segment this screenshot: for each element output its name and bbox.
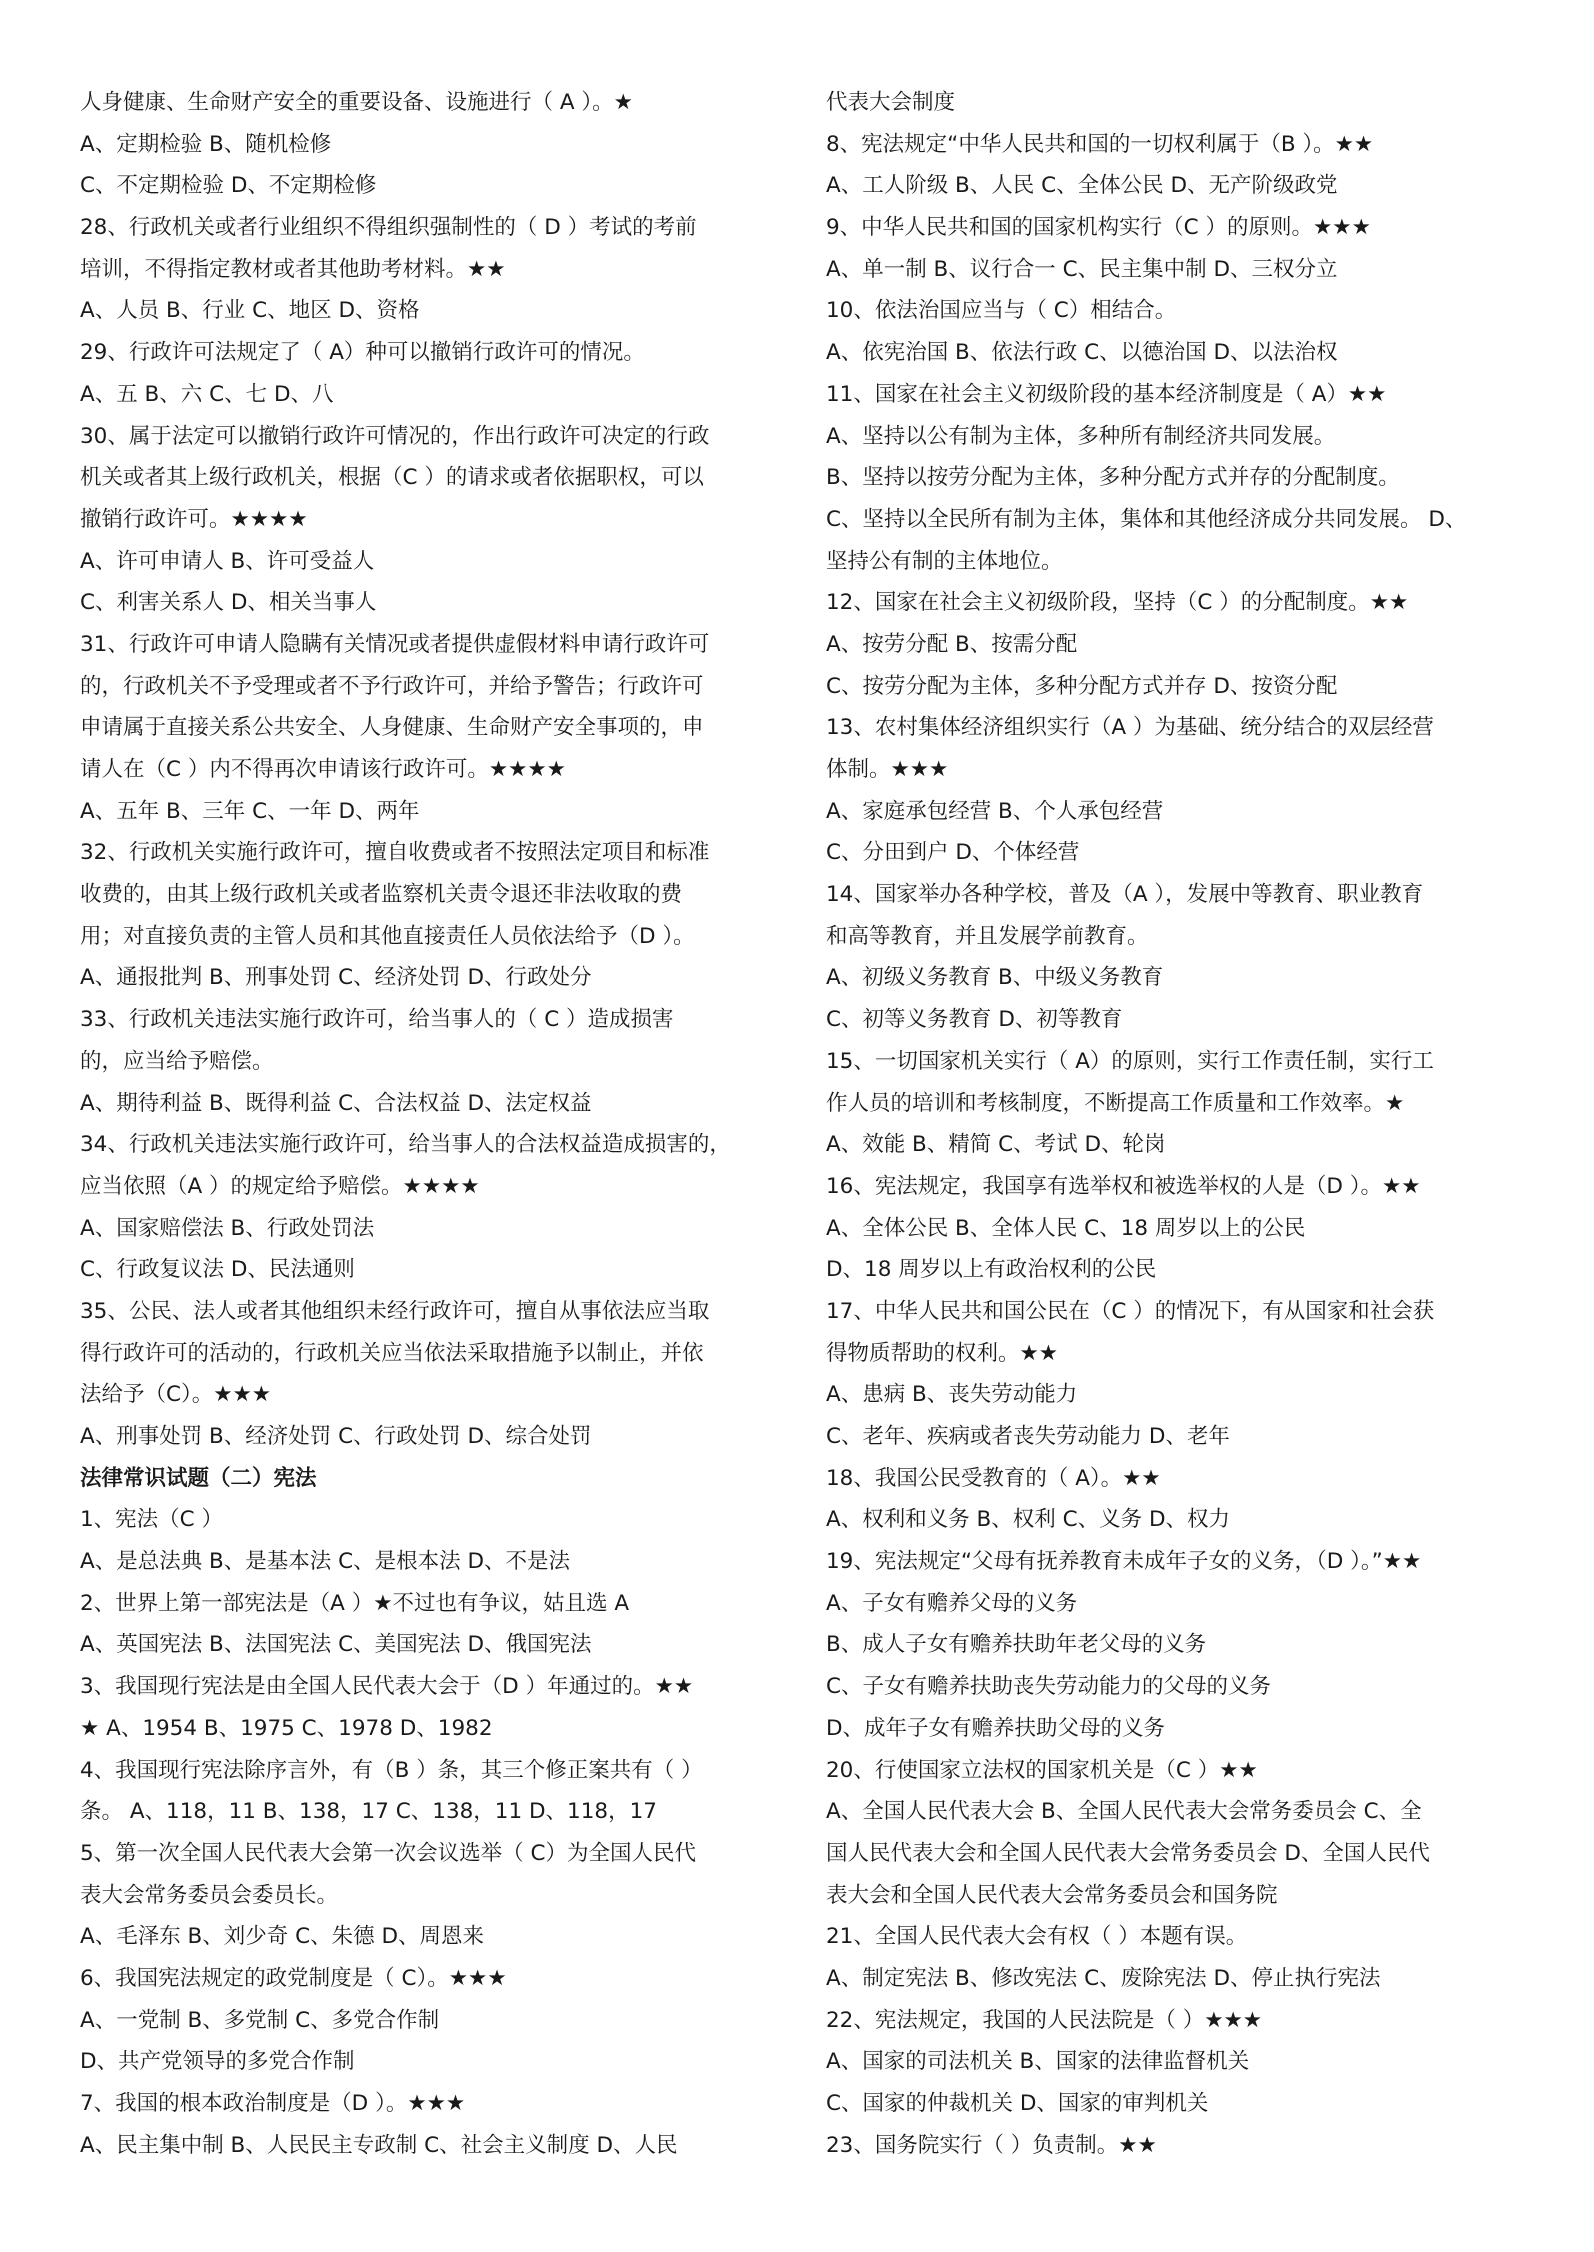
text-line: 28、行政机关或者行业组织不得组织强制性的（ D ）考试的考前 (80, 215, 697, 241)
text-line: 9、中华人民共和国的国家机构实行（C ）的原则。★★★ (826, 215, 1371, 241)
text-line: 国人民代表大会和全国人民代表大会常务委员会 D、全国人民代 (826, 1840, 1430, 1866)
text-line: 应当依照（A ）的规定给予赔偿。★★★★ (80, 1173, 480, 1199)
text-line: A、毛泽东 B、刘少奇 C、朱德 D、周恩来 (80, 1924, 485, 1950)
text-line: A、依宪治国 B、依法行政 C、以德治国 D、以法治权 (826, 340, 1338, 366)
text-line: A、全国人民代表大会 B、全国人民代表大会常务委员会 C、全 (826, 1799, 1422, 1825)
text-line: A、初级义务教育 B、中级义务教育 (826, 965, 1164, 991)
text-line: C、老年、疾病或者丧失劳动能力 D、老年 (826, 1424, 1230, 1449)
text-line: 4、我国现行宪法除序言外，有（B ）条，其三个修正案共有（ ） (80, 1757, 703, 1783)
text-line: A、定期检验 B、随机检修 (80, 131, 332, 157)
text-line: A、按劳分配 B、按需分配 (826, 631, 1078, 657)
text-line: A、工人阶级 B、人民 C、全体公民 D、无产阶级政党 (826, 173, 1338, 199)
text-line: 表大会常务委员会委员长。 (80, 1882, 339, 1908)
text-line: 7、我国的根本政治制度是（D ）。★★★ (80, 2091, 466, 2116)
text-line: 和高等教育，并且发展学前教育。 (826, 923, 1149, 949)
text-line: B、成人子女有赡养扶助年老父母的义务 (826, 1632, 1207, 1658)
text-line: C、坚持以全民所有制为主体，集体和其他经济成分共同发展。 D、 (826, 506, 1467, 532)
text-line: 得行政许可的活动的，行政机关应当依法采取措施予以制止，并依 (80, 1340, 704, 1366)
text-line: A、制定宪法 B、修改宪法 C、废除宪法 D、停止执行宪法 (826, 1965, 1381, 1991)
text-line: 23、国务院实行（ ）负责制。★★ (826, 2132, 1157, 2158)
text-line: A、是总法典 B、是基本法 C、是根本法 D、不是法 (80, 1549, 571, 1575)
text-line: 34、行政机关违法实施行政许可，给当事人的合法权益造成损害的， (80, 1132, 731, 1158)
text-line: 法给予（C）。★★★ (80, 1382, 272, 1408)
text-line: A、刑事处罚 B、经济处罚 C、行政处罚 D、综合处罚 (80, 1424, 592, 1449)
text-line: 条。 A、118，11 B、138，17 C、138，11 D、118，17 (80, 1799, 657, 1825)
text-line: 17、中华人民共和国公民在（C ）的情况下，有从国家和社会获 (826, 1298, 1435, 1324)
text-line: 30、属于法定可以撤销行政许可情况的，作出行政许可决定的行政 (80, 423, 710, 449)
text-line: 收费的，由其上级行政机关或者监察机关责令退还非法收取的费 (80, 882, 683, 908)
left-column (80, 82, 780, 2166)
text-line: 得物质帮助的权利。★★ (826, 1340, 1059, 1366)
text-line: 作人员的培训和考核制度，不断提高工作质量和工作效率。★ (826, 1090, 1405, 1116)
text-line: A、民主集中制 B、人民民主专政制 C、社会主义制度 D、人民 (80, 2132, 678, 2158)
text-line: 1、宪法（C ） (80, 1507, 224, 1533)
text-line: D、共产党领导的多党合作制 (80, 2049, 355, 2075)
text-line: D、18 周岁以上有政治权利的公民 (826, 1257, 1157, 1283)
text-line: A、坚持以公有制为主体，多种所有制经济共同发展。 (826, 423, 1336, 449)
text-line: A、期待利益 B、既得利益 C、合法权益 D、法定权益 (80, 1090, 592, 1116)
text-line: C、利害关系人 D、相关当事人 (80, 590, 377, 616)
text-line: 人身健康、生命财产安全的重要设备、设施进行（ A ）。★ (80, 90, 633, 115)
text-line: 2、世界上第一部宪法是（A ）★不过也有争议，姑且选 A (80, 1590, 630, 1616)
text-line: A、一党制 B、多党制 C、多党合作制 (80, 2007, 440, 2033)
text-line: C、不定期检验 D、不定期检修 (80, 173, 377, 199)
text-line: C、国家的仲裁机关 D、国家的审判机关 (826, 2091, 1209, 2116)
text-line: 坚持公有制的主体地位。 (826, 548, 1063, 574)
right-column (826, 82, 1526, 2166)
text-line: 16、宪法规定，我国享有选举权和被选举权的人是（D ）。★★ (826, 1173, 1421, 1199)
text-line: 35、公民、法人或者其他组织未经行政许可，擅自从事依法应当取 (80, 1298, 710, 1324)
text-line: 请人在（C ）内不得再次申请该行政许可。★★★★ (80, 757, 566, 782)
text-line: ★ A、1954 B、1975 C、1978 D、1982 (80, 1715, 493, 1741)
text-line: 体制。★★★ (826, 757, 949, 782)
text-line: 22、宪法规定，我国的人民法院是（ ）★★★ (826, 2007, 1263, 2033)
text-line: 的，行政机关不予受理或者不予行政许可，并给予警告；行政许可 (80, 673, 704, 699)
text-line: 20、行使国家立法权的国家机关是（C ）★★ (826, 1757, 1258, 1783)
text-line: B、坚持以按劳分配为主体，多种分配方式并存的分配制度。 (826, 465, 1400, 491)
text-line: 15、一切国家机关实行（ A）的原则，实行工作责任制，实行工 (826, 1048, 1434, 1074)
text-line: 机关或者其上级行政机关，根据（C ）的请求或者依据职权，可以 (80, 465, 704, 491)
text-line: C、子女有赡养扶助丧失劳动能力的父母的义务 (826, 1674, 1272, 1700)
text-line: A、效能 B、精简 C、考试 D、轮岗 (826, 1132, 1166, 1158)
text-line: A、五年 B、三年 C、一年 D、两年 (80, 798, 420, 824)
text-line: A、许可申请人 B、许可受益人 (80, 548, 375, 574)
text-line: 33、行政机关违法实施行政许可，给当事人的（ C ）造成损害 (80, 1007, 674, 1033)
text-line: C、按劳分配为主体，多种分配方式并存 D、按资分配 (826, 673, 1338, 699)
text-line: A、家庭承包经营 B、个人承包经营 (826, 798, 1164, 824)
text-line: 21、全国人民代表大会有权（ ）本题有误。 (826, 1924, 1248, 1950)
text-line: A、患病 B、丧失劳动能力 (826, 1382, 1078, 1408)
text-line: 8、宪法规定“中华人民共和国的一切权利属于（B ）。★★ (826, 131, 1374, 157)
text-line: 表大会和全国人民代表大会常务委员会和国务院 (826, 1882, 1278, 1908)
text-line: C、行政复议法 D、民法通则 (80, 1257, 355, 1283)
text-line: 19、宪法规定“父母有抚养教育未成年子女的义务，（D ）。”★★ (826, 1549, 1422, 1575)
text-line: 6、我国宪法规定的政党制度是（ C）。★★★ (80, 1965, 507, 1991)
text-line: 申请属于直接关系公共安全、人身健康、生命财产安全事项的，申 (80, 715, 704, 741)
text-line: 32、行政机关实施行政许可，擅自收费或者不按照法定项目和标准 (80, 840, 710, 866)
text-line: 10、依法治国应当与（ C）相结合。 (826, 298, 1177, 324)
text-line: A、五 B、六 C、七 D、八 (80, 381, 334, 407)
text-line: 14、国家举办各种学校，普及（A ），发展中等教育、职业教育 (826, 882, 1424, 908)
text-line: 5、第一次全国人民代表大会第一次会议选举（ C）为全国人民代 (80, 1840, 697, 1866)
text-line: A、通报批判 B、刑事处罚 C、经济处罚 D、行政处分 (80, 965, 592, 991)
text-line: A、国家赔偿法 B、行政处罚法 (80, 1215, 375, 1241)
text-line: D、成年子女有赡养扶助父母的义务 (826, 1715, 1166, 1741)
text-line: 代表大会制度 (826, 90, 956, 115)
text-line: 31、行政许可申请人隐瞒有关情况或者提供虚假材料申请行政许可 (80, 631, 710, 657)
text-line: C、初等义务教育 D、初等教育 (826, 1007, 1123, 1033)
text-line: 撤销行政许可。★★★★ (80, 506, 308, 532)
text-line: 13、农村集体经济组织实行（A ）为基础、统分结合的双层经营 (826, 715, 1434, 741)
text-line: A、英国宪法 B、法国宪法 C、美国宪法 D、俄国宪法 (80, 1632, 592, 1658)
text-line: 培训，不得指定教材或者其他助考材料。★★ (80, 256, 506, 282)
text-line: 18、我国公民受教育的（ A）。★★ (826, 1465, 1161, 1491)
text-line: 3、我国现行宪法是由全国人民代表大会于（D ）年通过的。★★ (80, 1674, 694, 1700)
text-line: 11、国家在社会主义初级阶段的基本经济制度是（ A）★★ (826, 381, 1387, 407)
text-line: 用；对直接负责的主管人员和其他直接责任人员依法给予（D ）。 (80, 923, 695, 949)
text-line: 12、国家在社会主义初级阶段，坚持（C ）的分配制度。★★ (826, 590, 1409, 616)
text-line: C、分田到户 D、个体经营 (826, 840, 1080, 866)
text-line: A、全体公民 B、全体人民 C、18 周岁以上的公民 (826, 1215, 1306, 1241)
section-heading: 法律常识试题（二）宪法 (80, 1465, 317, 1491)
text-line: A、单一制 B、议行合一 C、民主集中制 D、三权分立 (826, 256, 1338, 282)
text-line: 的，应当给予赔偿。 (80, 1048, 274, 1074)
text-line: 29、行政许可法规定了（ A）种可以撤销行政许可的情况。 (80, 340, 645, 366)
text-line: A、人员 B、行业 C、地区 D、资格 (80, 298, 420, 324)
text-line: A、权利和义务 B、权利 C、义务 D、权力 (826, 1507, 1231, 1533)
text-line: A、国家的司法机关 B、国家的法律监督机关 (826, 2049, 1250, 2075)
text-line: A、子女有赡养父母的义务 (826, 1590, 1078, 1616)
